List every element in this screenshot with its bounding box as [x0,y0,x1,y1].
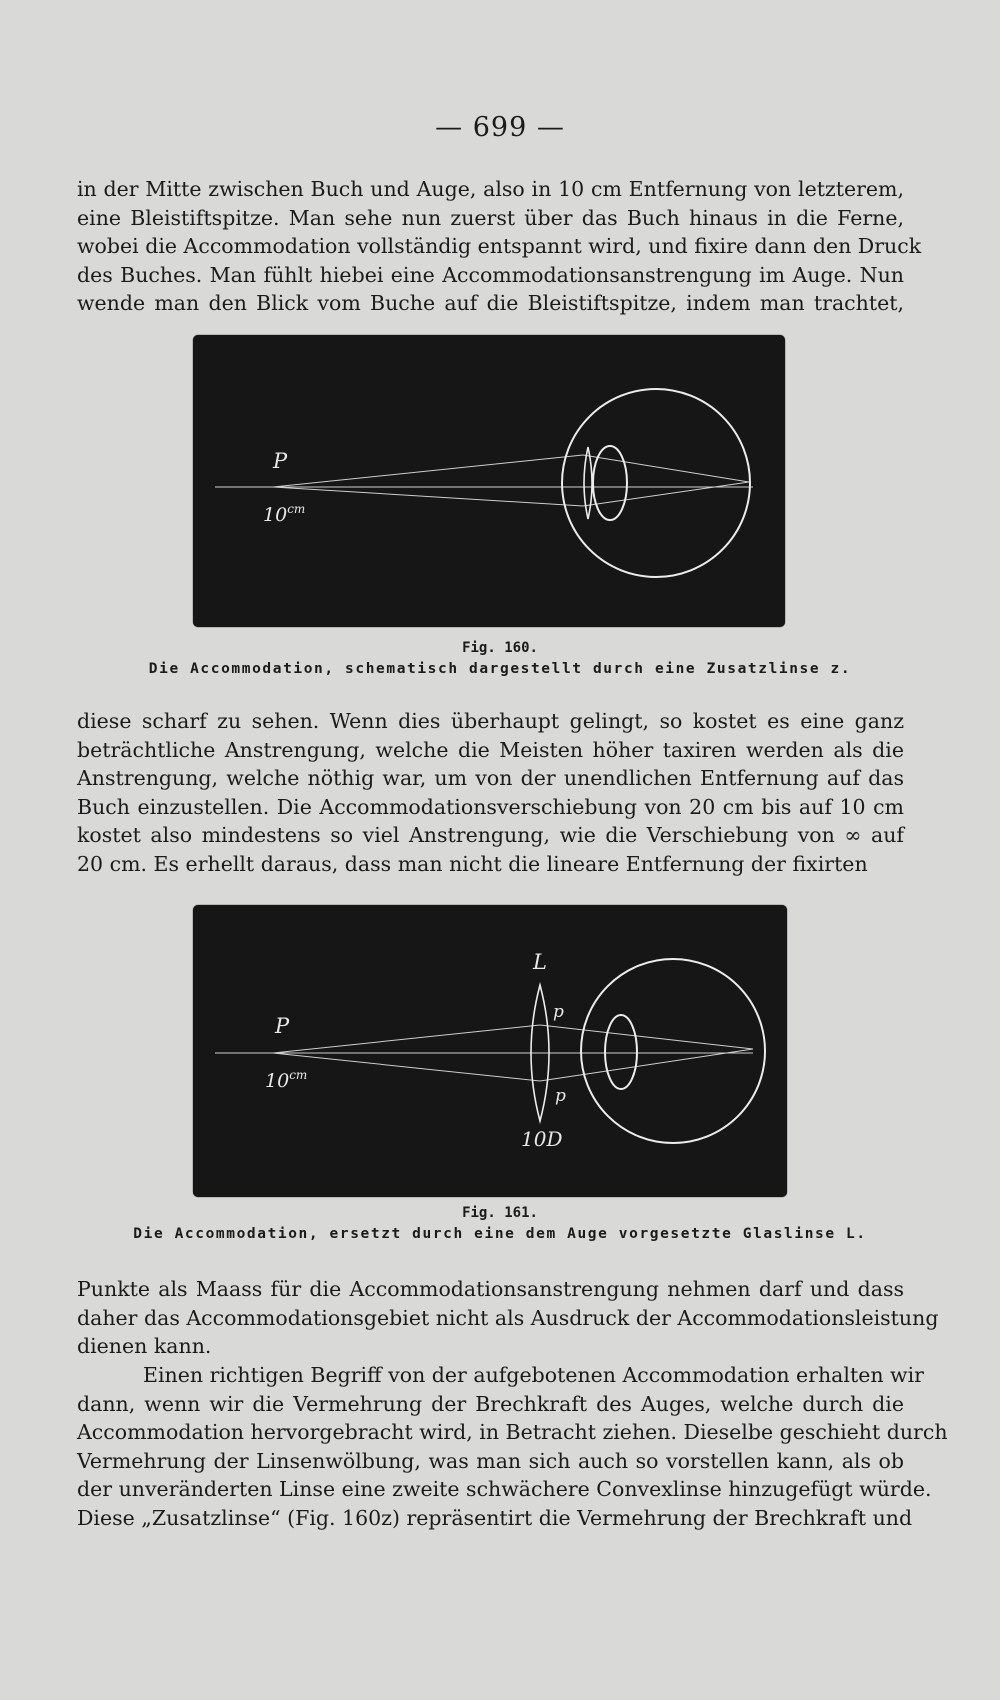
text-line: beträchtliche Anstrengung, welche die Meisten höher taxiren werden als die [77,737,904,762]
ray-lower-inner [540,1049,753,1081]
text-line: Accommodation hervorgebracht wird, in Betracht ziehen. Dieselbe geschieht durch [77,1420,948,1445]
text-line: daher das Accommodationsgebiet nicht als Ausdruck der Accommodationsleistung [77,1305,939,1330]
figure-160-number: Fig. 160. [462,640,538,656]
figure-161-diagram [193,905,787,1197]
point-p-label: P [273,449,288,473]
text-line: Diese „Zusatzlinse“ (Fig. 160z) repräsentirt die Vermehrung der Brechkraft und [77,1505,913,1530]
text-line: Vermehrung der Linsenwölbung, was man sich auch so vorstellen kann, als ob [77,1448,904,1473]
figure-160-diagram [193,335,785,627]
paragraph-4 [77,1361,948,1533]
text-line: des Buches. Man fühlt hiebei eine Accommodationsanstrengung im Auge. Nun [77,262,904,287]
ray-upper [273,455,583,487]
lower-p-label: p [555,1086,566,1106]
ray-lower [273,487,583,506]
page-number: — 699 — [435,112,565,143]
text-line: eine Bleistiftspitze. Man sehe nun zuerst über das Buch hinaus in die Ferne, [77,205,904,230]
point-p-label: P [275,1014,290,1038]
ray-lower-inner [583,482,749,506]
figure-161-number: Fig. 161. [462,1205,538,1221]
paragraph-2 [77,707,904,879]
paragraph-3 [77,1275,939,1361]
paragraph-1 [77,175,922,318]
upper-p-label: p [553,1002,564,1022]
text-line: Buch einzustellen. Die Accommodationsverschiebung von 20 cm bis auf 10 cm [77,794,904,819]
figure-160-caption: Die Accommodation, schematisch dargestellt durch eine Zusatzlinse z. [148,661,852,677]
text-line: Punkte als Maass für die Accommodationsanstrengung nehmen darf und dass [77,1277,904,1301]
text-line: Anstrengung, welche nöthig war, um von der unendlichen Entfernung auf das [77,766,904,791]
ray-upper-inner [540,1025,753,1049]
lens-l-label: L [533,950,547,974]
ray-upper-inner [583,455,749,482]
text-line: kostet also mindestens so viel Anstrengung, wie die Verschiebung von ∞ auf [77,823,904,848]
text-line: dienen kann. [77,1334,212,1359]
distance-label: $10^{cm}$ [263,502,306,526]
text-line: wende man den Blick vom Buche auf die Bleistiftspitze, indem man trachtet, [77,291,904,316]
figure-161-caption: Die Accommodation, ersetzt durch eine dem Auge vorgesetzte Glaslinse L. [133,1226,867,1242]
eyeball-outline [562,389,750,577]
text-line: in der Mitte zwischen Buch und Auge, also in 10 cm Entfernung von letzterem, [77,177,904,201]
text-line: der unveränderten Linse eine zweite schwächere Convexlinse hinzugefügt würde. [77,1477,932,1502]
text-line: diese scharf zu sehen. Wenn dies überhaupt gelingt, so kostet es eine ganz [77,709,904,733]
text-line: wobei die Accommodation vollständig entspannt wird, und fixire dann den Druck [77,234,922,259]
distance-label: $10^{cm}$ [265,1068,308,1092]
text-line: dann, wenn wir die Vermehrung der Brechkraft des Auges, welche durch die [77,1391,904,1416]
text-line: 20 cm. Es erhellt daraus, dass man nicht die lineare Entfernung der fixirten [77,851,868,876]
text-line: Einen richtigen Begriff von der aufgebotenen Accommodation erhalten wir [143,1363,924,1387]
crystalline-lens [605,1015,637,1089]
additional-lens-z [584,447,592,519]
lens-power-label: 10D [521,1127,563,1151]
ray-upper [273,1025,540,1053]
ray-lower [273,1053,540,1081]
crystalline-lens [593,446,627,520]
